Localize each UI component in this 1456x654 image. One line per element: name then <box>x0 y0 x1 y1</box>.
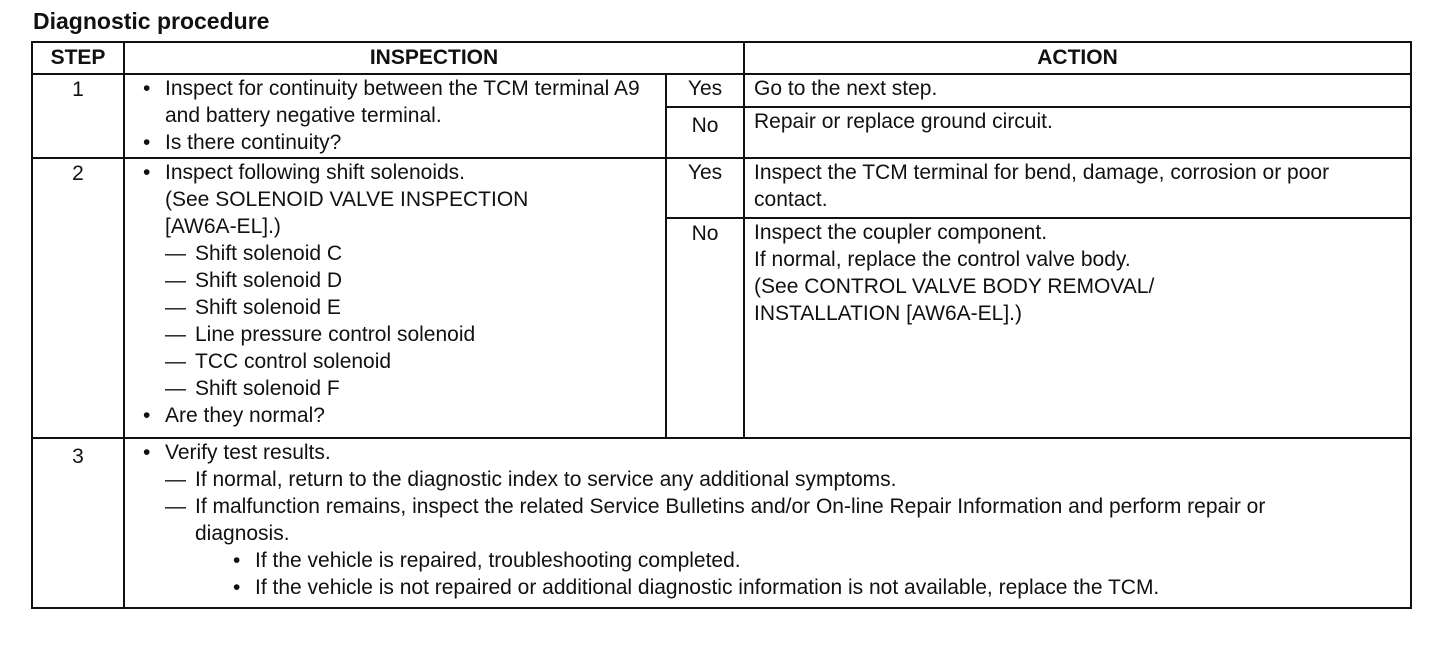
solenoid-item: — Shift solenoid E <box>165 294 659 321</box>
header-step: STEP <box>32 42 124 74</box>
step-2-bullet-1-reference: (See SOLENOID VALVE INSPECTION [AW6A-EL].) <box>165 188 529 238</box>
step-1-bullet-1: • Inspect for continuity between the TCM terminal A9 and battery negative terminal. <box>135 75 659 129</box>
step-2-yes-row <box>32 158 1411 218</box>
step-2-yes-action: Inspect the TCM terminal for bend, damage, corrosion or poor contact. <box>744 158 1411 218</box>
step-1-yes-row <box>32 74 1411 107</box>
step-3-bullet-1-text: • Verify test results. <box>165 441 331 464</box>
step-2-no-action-line-2: If normal, replace the control valve body. <box>754 248 1131 271</box>
step-2-inspection <box>124 158 666 438</box>
step-3-sub-1: — If normal, return to the diagnostic index to service any additional symptoms. <box>165 466 1404 493</box>
solenoid-item: — Shift solenoid D <box>165 267 659 294</box>
diagnostic-table <box>31 41 1412 609</box>
step-3-sub-2-text: — If malfunction remains, inspect the related Service Bulletins and/or On-line Repair Information and perform repair or diagnosis. <box>195 495 1266 545</box>
solenoid-item: — TCC control solenoid <box>165 348 659 375</box>
step-3-number: 3 <box>32 438 124 608</box>
step-2-no-label: No <box>666 218 744 438</box>
step-1-number: 1 <box>32 74 124 158</box>
step-2-no-action-line-3: (See CONTROL VALVE BODY REMOVAL/ INSTALLATION [AW6A-EL].) <box>754 275 1155 325</box>
step-1-no-label: No <box>666 107 744 158</box>
step-3-sub-2 <box>165 493 1404 601</box>
step-3-content <box>124 438 1411 608</box>
step-3-row <box>32 438 1411 608</box>
header-action: ACTION <box>744 42 1411 74</box>
step-1-no-action: Repair or replace ground circuit. <box>744 107 1411 158</box>
step-2-number: 2 <box>32 158 124 438</box>
page-title: Diagnostic procedure <box>33 8 270 34</box>
step-1-yes-label: Yes <box>666 74 744 107</box>
step-1-yes-action: Go to the next step. <box>744 74 1411 107</box>
step-3-sub-2-item: • If the vehicle is repaired, troubleshooting completed. <box>225 547 1404 574</box>
step-2-bullet-2: • Are they normal? <box>135 402 659 429</box>
step-2-bullet-1-text: • Inspect following shift solenoids. <box>165 161 465 184</box>
solenoid-item: — Line pressure control solenoid <box>165 321 659 348</box>
solenoid-item: — Shift solenoid F <box>165 375 659 402</box>
step-2-yes-label: Yes <box>666 158 744 218</box>
step-3-sub-2-list <box>195 547 1404 601</box>
solenoid-item: — Shift solenoid C <box>165 240 659 267</box>
step-2-no-action-line-1: Inspect the coupler component. <box>754 221 1048 244</box>
step-1-bullet-2: • Is there continuity? <box>135 129 659 156</box>
step-1-inspection <box>124 74 666 158</box>
step-2-no-action <box>744 218 1411 438</box>
step-2-bullet-1 <box>135 159 659 402</box>
step-3-sub-2-item: • If the vehicle is not repaired or additional diagnostic information is not available, replace the TCM. <box>225 574 1404 601</box>
step-3-sublist <box>165 466 1404 601</box>
step-3-bullet-1 <box>135 439 1404 601</box>
header-row <box>32 42 1411 74</box>
solenoid-list <box>165 240 659 402</box>
header-inspection: INSPECTION <box>124 42 744 74</box>
